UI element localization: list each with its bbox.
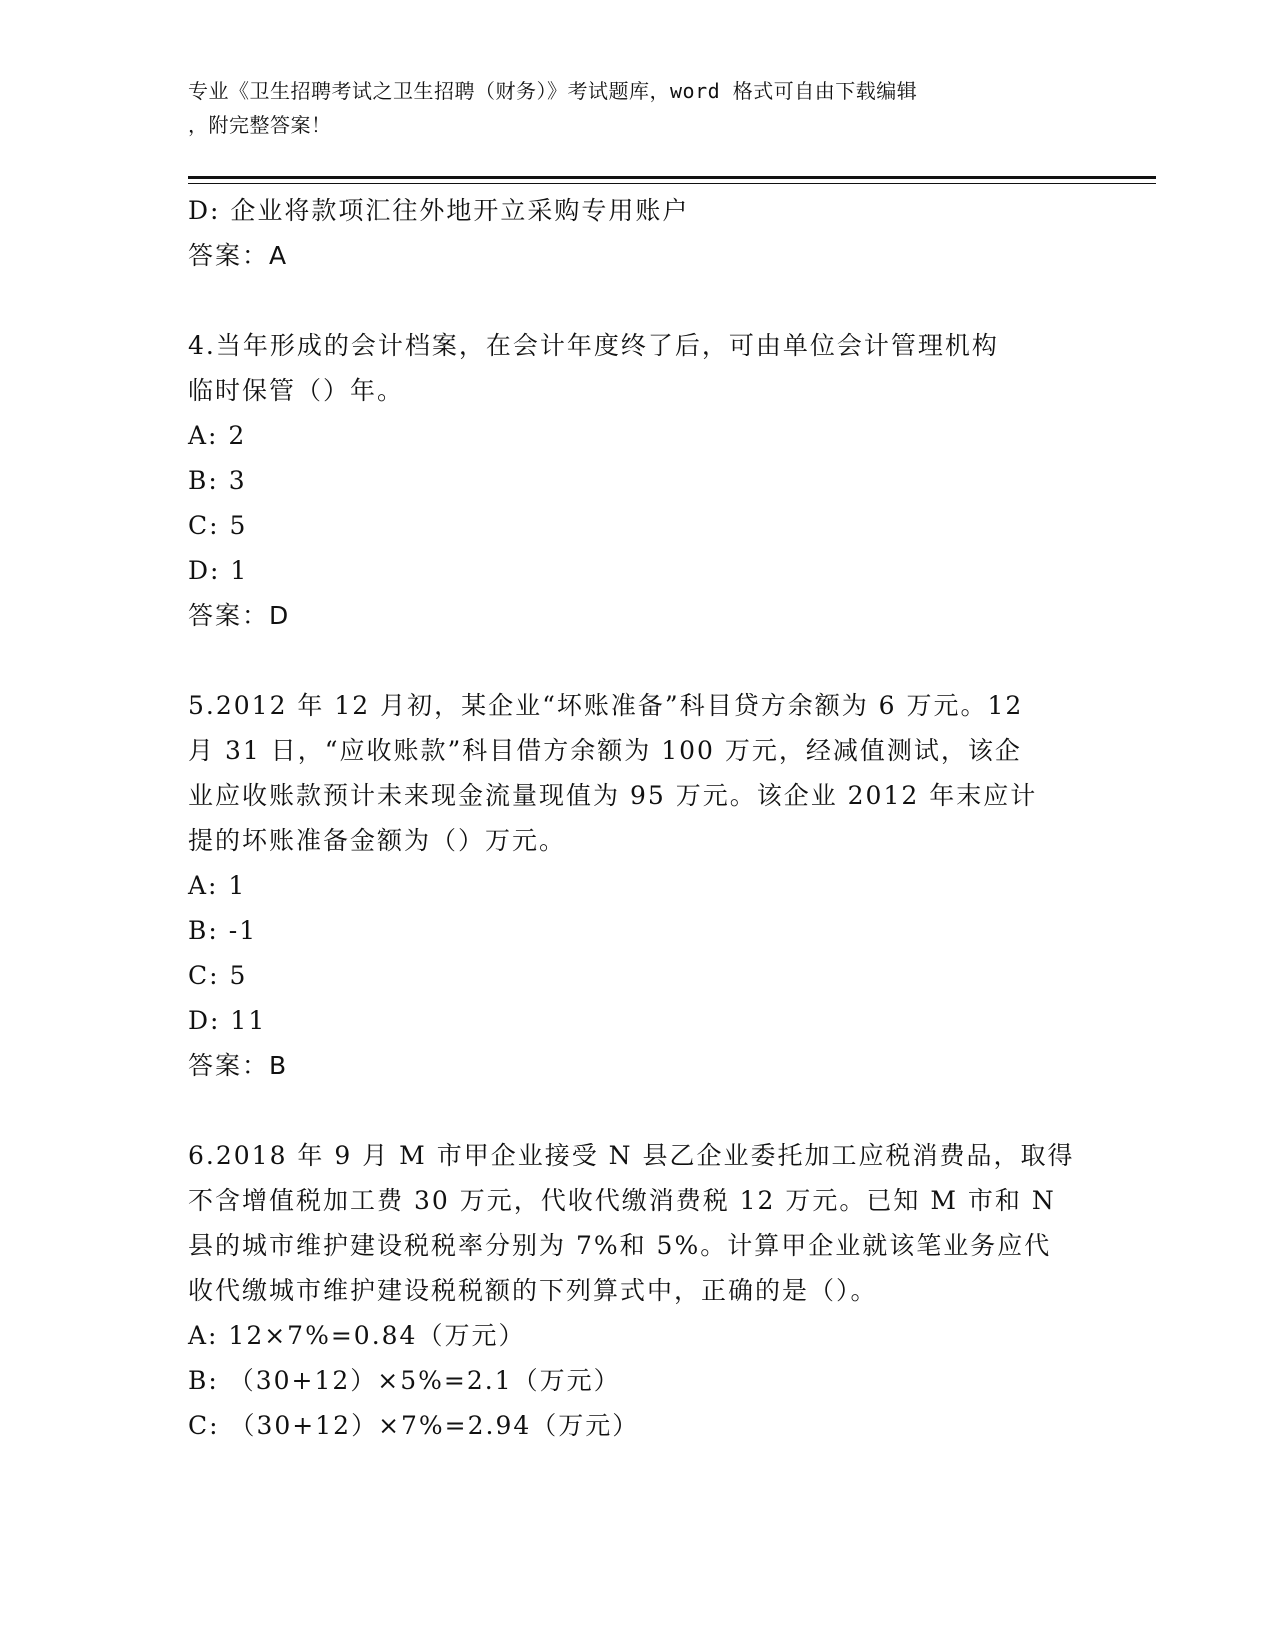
option-d: D: 企业将款项汇往外地开立采购专用账户 [188, 196, 690, 225]
question-4 [188, 323, 1088, 638]
question-stem-line: 临时保管（）年。 [188, 376, 405, 405]
question-6 [188, 1133, 1088, 1448]
option-d: D: 11 [188, 1006, 267, 1035]
question-stem-line: 6.2018 年 9 月 M 市甲企业接受 N 县乙企业委托加工应税消费品，取得 [188, 1141, 1075, 1170]
option-a: A: 12×7%=0.84（万元） [188, 1321, 526, 1350]
option-d: D: 1 [188, 556, 249, 585]
question-5 [188, 683, 1088, 1088]
question-stem-line: 提的坏账准备金额为（）万元。 [188, 826, 567, 855]
question-stem-line: 月 31 日，“应收账款”科目借方余额为 100 万元，经减值测试，该企 [188, 736, 1022, 765]
answer-line: 答案：D [188, 601, 291, 630]
document-body [188, 188, 1088, 1448]
question-3-tail [188, 188, 1088, 278]
spacer [188, 278, 1088, 323]
option-c: C: 5 [188, 961, 248, 990]
option-a: A: 2 [188, 421, 247, 450]
option-c: C: （30+12）×7%=2.94（万元） [188, 1411, 640, 1440]
header-divider-thin [188, 183, 1156, 184]
option-b: B: -1 [188, 916, 258, 945]
question-stem-line: 收代缴城市维护建设税税额的下列算式中，正确的是（）。 [188, 1276, 878, 1305]
option-b: B: （30+12）×5%=2.1（万元） [188, 1366, 621, 1395]
answer-line: 答案：A [188, 241, 289, 270]
header-line-1: 专业《卫生招聘考试之卫生招聘（财务）》考试题库，word 格式可自由下载编辑 [188, 79, 918, 103]
question-stem-line: 5.2012 年 12 月初，某企业“坏账准备”科目贷方余额为 6 万元。12 [188, 691, 1024, 720]
question-stem-line: 不含增值税加工费 30 万元，代收代缴消费税 12 万元。已知 M 市和 N [188, 1186, 1056, 1215]
option-a: A: 1 [188, 871, 247, 900]
document-header [188, 74, 1088, 142]
header-divider-thick [188, 176, 1156, 179]
spacer [188, 1088, 1088, 1133]
question-stem-line: 县的城市维护建设税税率分别为 7%和 5%。计算甲企业就该笔业务应代 [188, 1231, 1052, 1260]
question-stem-line: 4.当年形成的会计档案，在会计年度终了后，可由单位会计管理机构 [188, 331, 999, 360]
spacer [188, 638, 1088, 683]
option-b: B: 3 [188, 466, 247, 495]
question-stem-line: 业应收账款预计未来现金流量现值为 95 万元。该企业 2012 年末应计 [188, 781, 1038, 810]
option-c: C: 5 [188, 511, 248, 540]
header-line-2: ，附完整答案！ [188, 113, 332, 137]
answer-line: 答案：B [188, 1051, 289, 1080]
